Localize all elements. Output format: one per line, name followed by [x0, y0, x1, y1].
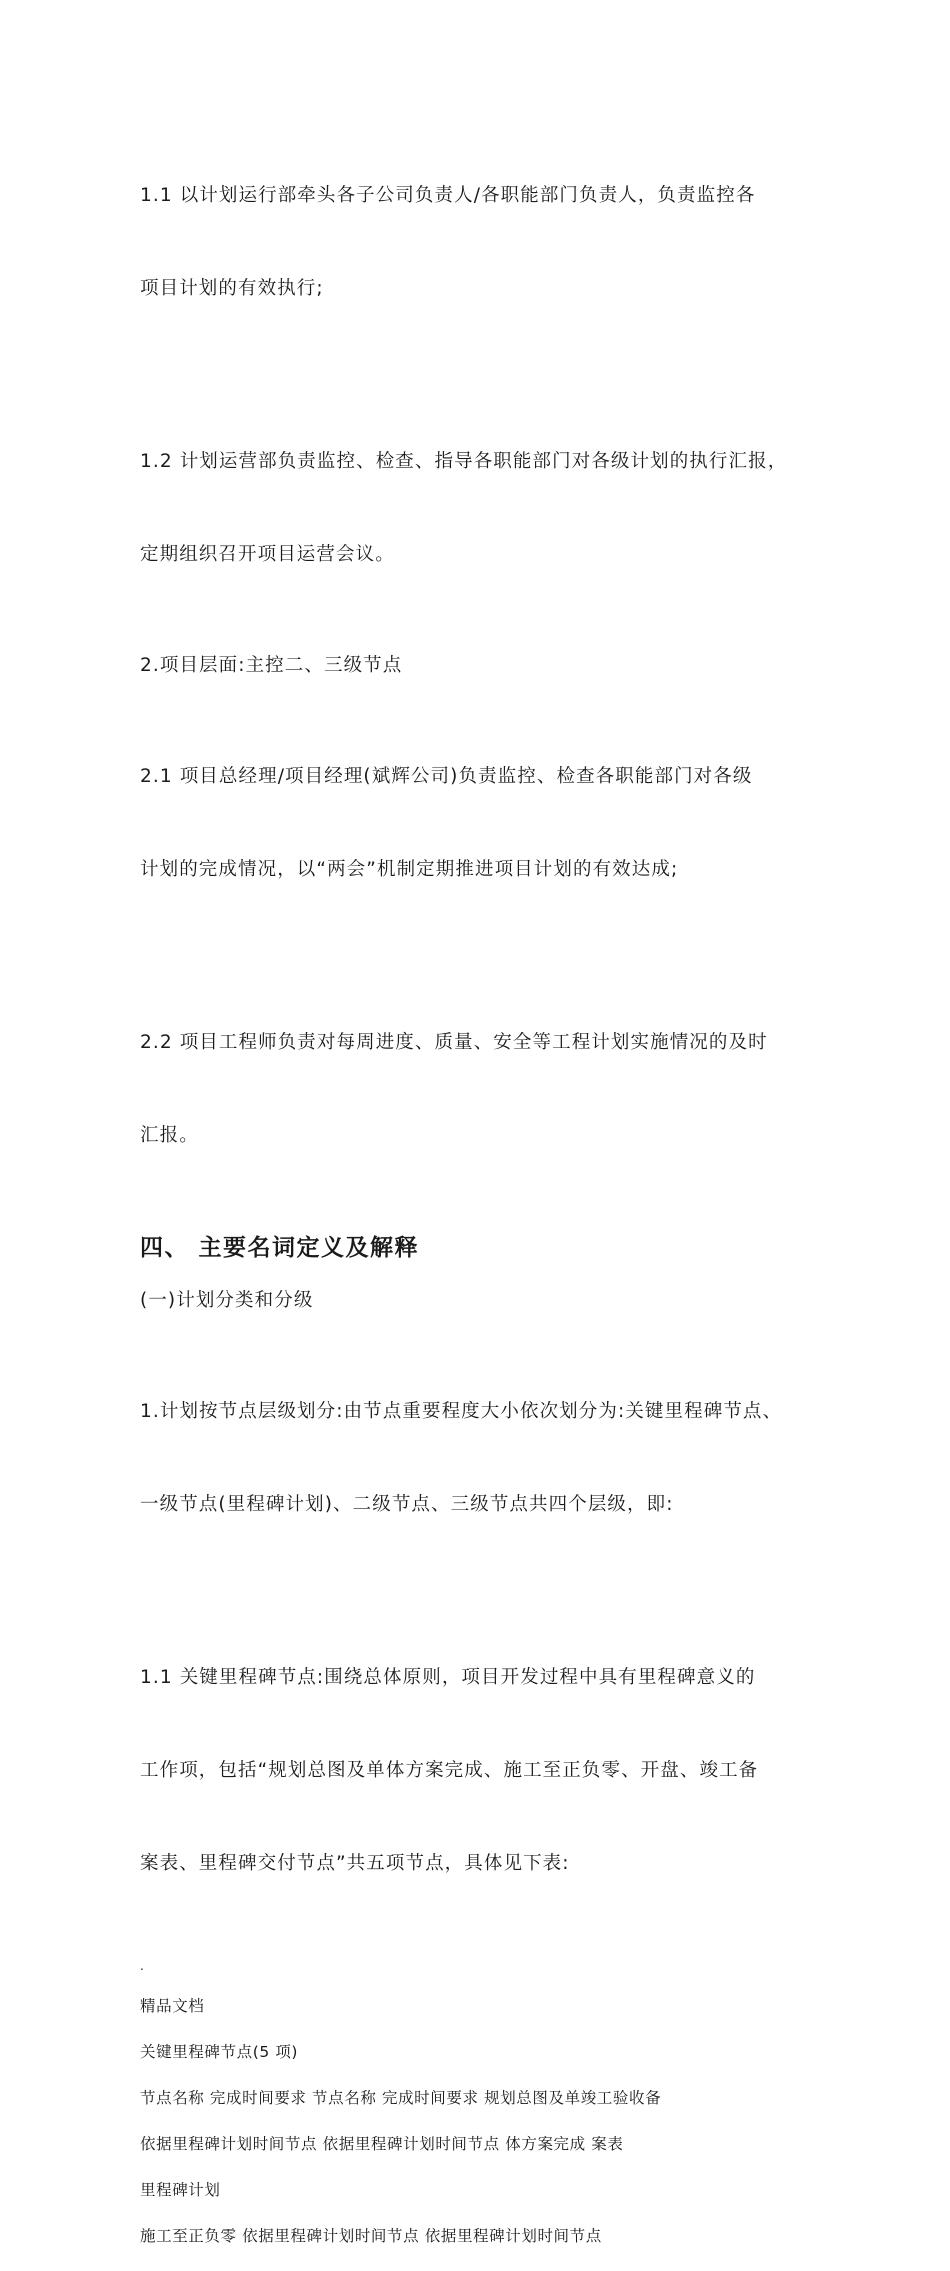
stray-dot: .: [140, 1959, 144, 1973]
text-line: 1.计划按节点层级划分:由节点重要程度大小依次划分为:关键里程碑节点、: [140, 1401, 783, 1422]
paragraph-2-2: [140, 965, 840, 1213]
paragraph-3-1: [140, 1334, 840, 1582]
paragraph-2: 2.项目层面:主控二、三级节点: [140, 655, 403, 676]
text-line: 汇报。: [140, 1125, 199, 1146]
document-page: [140, 118, 840, 2271]
text-line: 定期组织召开项目运营会议。: [140, 544, 395, 565]
text-line: 1.1 关键里程碑节点:围绕总体原则，项目开发过程中具有里程碑意义的: [140, 1667, 756, 1688]
table-title: 关键里程碑节点(5 项): [140, 2043, 299, 2061]
table-row: 节点名称 完成时间要求 节点名称 完成时间要求 规划总图及单竣工验收备: [140, 2089, 662, 2107]
text-line: 一级节点(里程碑计划)、二级节点、三级节点共四个层级，即:: [140, 1494, 674, 1515]
paragraph-1-2: [140, 384, 840, 632]
table-row: 里程碑计划: [140, 2181, 221, 2199]
text-line: 2.2 项目工程师负责对每周进度、质量、安全等工程计划实施情况的及时: [140, 1032, 768, 1053]
watermark-text: 精品文档: [140, 1997, 205, 2015]
text-line: 2.1 项目总经理/项目经理(斌辉公司)负责监控、检查各职能部门对各级: [140, 766, 753, 787]
text-line: 工作项，包括“规划总图及单体方案完成、施工至正负零、开盘、竣工备: [140, 1760, 759, 1781]
paragraph-1-1: [140, 118, 840, 366]
text-line: 计划的完成情况，以“两会”机制定期推进项目计划的有效达成;: [140, 859, 679, 880]
table-row: 施工至正负零 依据里程碑计划时间节点 依据里程碑计划时间节点: [140, 2227, 602, 2245]
text-line: 案表、里程碑交付节点”共五项节点，具体见下表:: [140, 1853, 570, 1874]
text-line: 1.1 以计划运行部牵头各子公司负责人/各职能部门负责人，负责监控各: [140, 185, 756, 206]
subsection-heading-1: (一)计划分类和分级: [140, 1290, 314, 1311]
paragraph-2-1: [140, 699, 840, 947]
paragraph-3-2: [140, 1600, 840, 1941]
text-line: 1.2 计划运营部负责监控、检查、指导各职能部门对各级计划的执行汇报，: [140, 451, 788, 472]
text-line: 项目计划的有效执行;: [140, 278, 324, 299]
table-row: 依据里程碑计划时间节点 依据里程碑计划时间节点 体方案完成 案表: [140, 2135, 624, 2153]
section-heading-4: 四、 主要名词定义及解释: [140, 1235, 420, 1261]
